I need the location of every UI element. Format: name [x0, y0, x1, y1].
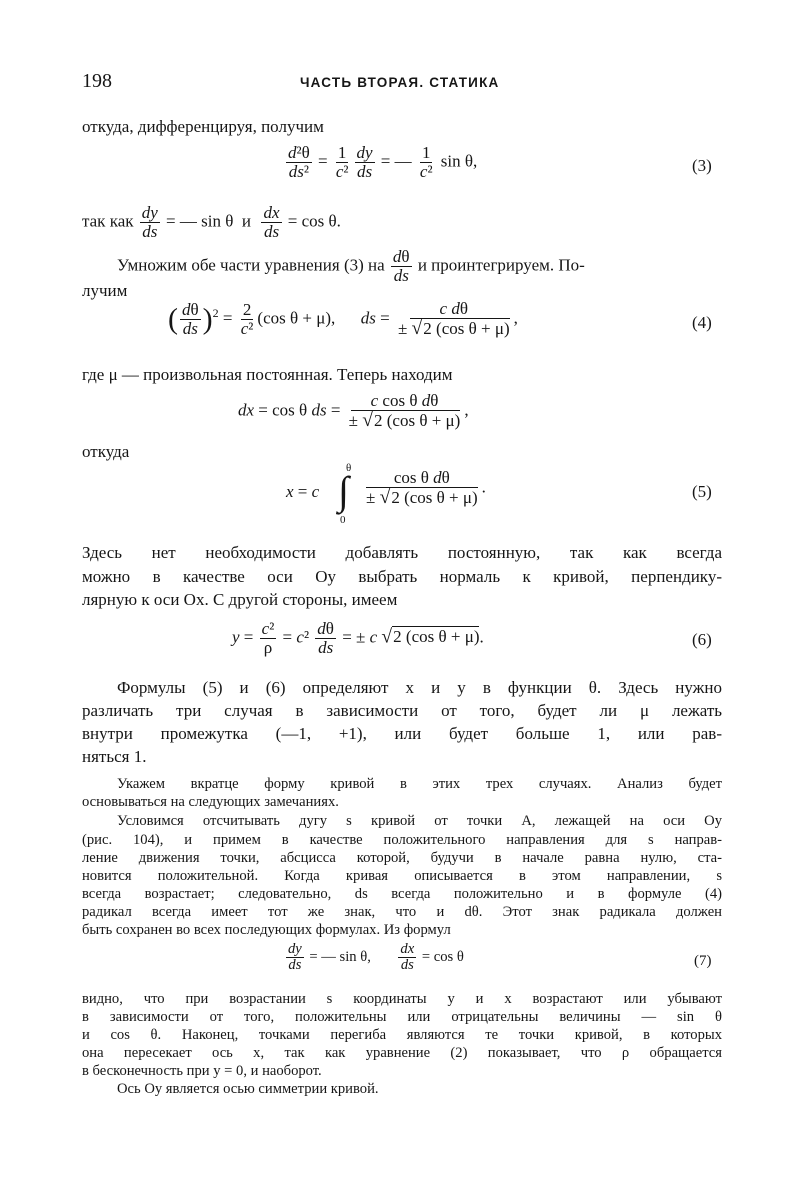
equation-5: x = c ∫ θ 0 $\frac{\text{cos θ dθ}}{\text{± √2 (cos θ + μ)}}$ .	[286, 462, 486, 526]
equation-6: y = $\frac{\text{c²}}{\rho}$ = c² $\frac{d\theta}{ds}$ = ± c √2 (cos θ + μ).	[232, 619, 484, 657]
multiply-line2: лучим	[82, 281, 128, 300]
multiply-line: Умножим обе части уравнения (3) на $\frac{d\theta}{ds}$ и проинтегрируем. По-	[117, 247, 585, 285]
para-formulas-line-4: няться 1.	[82, 747, 147, 766]
intro-text: откуда, дифференцируя, получим	[82, 117, 324, 136]
multiply-text-b: и проинтегрируем. По-	[417, 255, 585, 275]
equation-6-number: (6)	[692, 630, 712, 649]
otkuda-text: откуда	[82, 442, 130, 461]
small-para2-line-7: быть сохранен во всех последующих формулах. Из формул	[82, 922, 451, 938]
small-para3-line-3: и cos θ. Наконец, точками перегиба являются те точки кривой, в которых	[82, 1027, 722, 1043]
equation-3-number: (3)	[692, 156, 712, 175]
sincos-line: так как $\frac{dy}{ds}$ = — sin θ и $\frac{dx}{ds}$ = cos θ.	[82, 203, 341, 241]
small-para3-line-4: она пересекает ось x, так как уравнение (2) показывает, что ρ обращается	[82, 1045, 722, 1061]
equation-4: ( $\frac{d\theta}{ds}$ )$^2$ = $\frac{2}{\text{c²}}$ (cos θ + μ), ds = $\frac{\text{c dθ}}{\text{± √2 (cos θ + μ)}}$ ,	[168, 299, 518, 339]
small-para1-line-1: Укажем вкратце форму кривой в этих трех случаях. Анализ будет	[117, 776, 722, 792]
multiply-text-a: Умножим обе части уравнения (3) на	[117, 255, 385, 275]
para-here-line-2: можно в качестве оси Oy выбрать нормаль к кривой, перпендику-	[82, 567, 722, 586]
equation-4-number: (4)	[692, 313, 712, 332]
small-para2-line-2: (рис. 104), и примем в качестве положительного направления для s направ-	[82, 832, 722, 848]
small-para3-line-5: в бесконечность при y = 0, и наоборот.	[82, 1063, 322, 1079]
para-formulas-line-2: различать три случая в зависимости от того, будет ли μ лежать	[82, 701, 722, 720]
equation-5-number: (5)	[692, 482, 712, 501]
equation-7-number: (7)	[694, 953, 712, 969]
small-para3-line-1: видно, что при возрастании s координаты y и x возрастают или убывают	[82, 991, 722, 1007]
equation-3: $\frac{\text{d²θ}}{\text{ds²}}$ = $\frac{1}{\text{c²}}$ $\frac{dy}{ds}$ = — $\frac{1}{\text{c²}}$ sin θ,	[288, 143, 478, 181]
page-number: 198	[82, 70, 112, 92]
small-para2-line-6: радикал всегда имеет тот же знак, что и dθ. Этот знак радикала должен	[82, 904, 722, 920]
small-para3-line-2: в зависимости от того, положительны или отрицательны величины — sin θ	[82, 1009, 722, 1025]
para-formulas-line-1: Формулы (5) и (6) определяют x и y в функции θ. Здесь нужно	[117, 678, 722, 697]
para-formulas-line-3: внутри промежутка (—1, +1), или будет больше 1, или рав-	[82, 724, 722, 743]
small-para2-line-3: ление движения точки, абсцисса которой, будучи в начале равна нулю, ста-	[82, 850, 722, 866]
equation-dx: dx = cos θ ds = $\frac{\text{c cos θ dθ}}{\text{± √2 (cos θ + μ)}}$ ,	[238, 391, 469, 431]
small-para2-line-4: новится положительной. Когда кривая описывается в этом направлении, s	[82, 868, 722, 884]
where-mu-text: где μ — произвольная постоянная. Теперь находим	[82, 365, 453, 384]
small-para1-line-2: основываться на следующих замечаниях.	[82, 794, 339, 810]
para-here-line-1: Здесь нет необходимости добавлять постоянную, так как всегда	[82, 543, 722, 562]
para-here-line-3: лярную к оси Ox. С другой стороны, имеем	[82, 590, 398, 609]
small-para2-line-5: всегда возрастает; следовательно, ds всегда положительно и в формуле (4)	[82, 886, 722, 902]
equation-7: $\frac{dy}{ds}$ = — sin θ, $\frac{dx}{ds}$ = cos θ	[288, 941, 464, 974]
sincos-and: и	[241, 211, 251, 231]
small-para4: Ось Oy является осью симметрии кривой.	[117, 1081, 379, 1097]
sincos-prefix: так как	[82, 211, 134, 231]
small-para2-line-1: Условимся отсчитывать дугу s кривой от точки A, лежащей на оси Oy	[117, 813, 722, 829]
running-title: ЧАСТЬ ВТОРАЯ. СТАТИКА	[300, 75, 500, 90]
